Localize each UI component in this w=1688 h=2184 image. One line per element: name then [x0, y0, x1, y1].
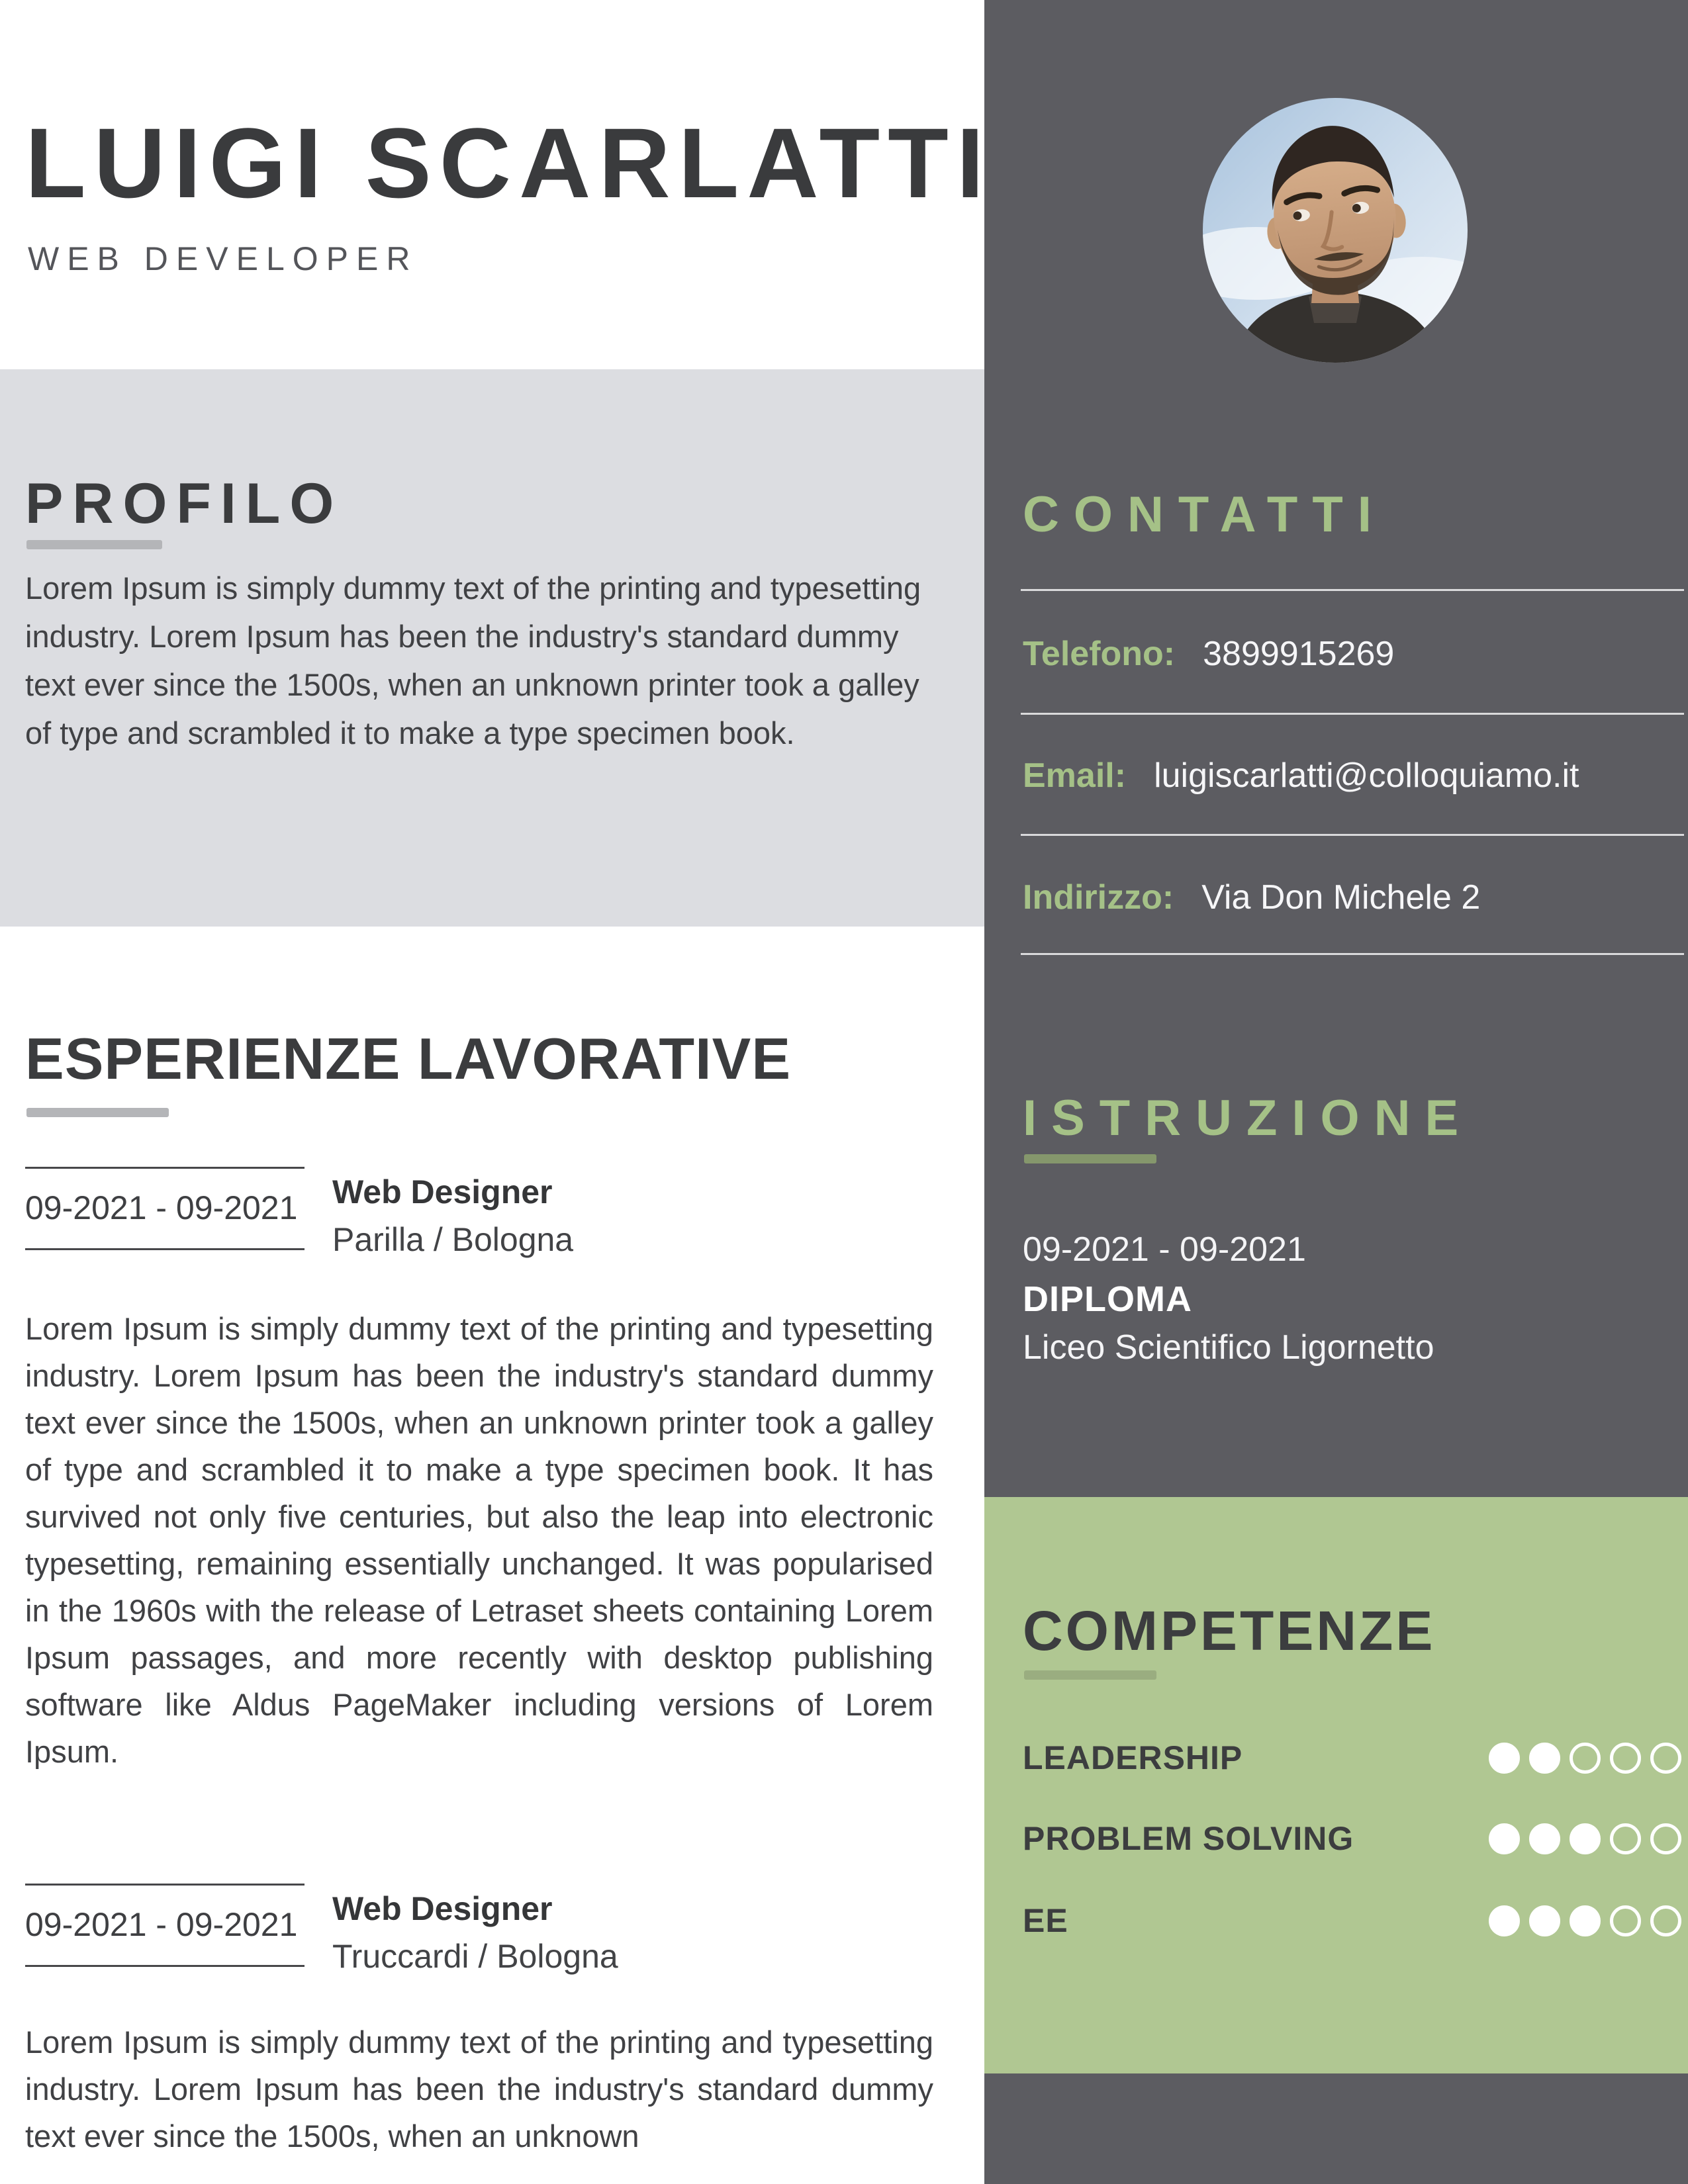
skill-label: PROBLEM SOLVING	[1023, 1820, 1354, 1857]
education-dates: 09-2021 - 09-2021	[1023, 1230, 1306, 1269]
skill-dot-empty	[1650, 1743, 1681, 1774]
skill-dot-empty	[1650, 1823, 1681, 1854]
skill-dot-filled	[1529, 1743, 1560, 1774]
skill-dot-empty	[1650, 1905, 1681, 1936]
profile-title-underline	[26, 540, 162, 549]
skill-level-dots	[1479, 1823, 1681, 1854]
contact-address-label: Indirizzo:	[1023, 878, 1174, 917]
education-section-title: ISTRUZIONE	[1023, 1090, 1474, 1146]
contact-email-value: luigiscarlatti@colloquiamo.it	[1154, 756, 1579, 795]
person-name: LUIGI SCARLATTI	[25, 107, 992, 218]
contact-phone-row	[1023, 634, 1394, 674]
skill-dot-filled	[1570, 1905, 1601, 1936]
education-degree: DIPLOMA	[1023, 1279, 1192, 1319]
profile-summary-text: Lorem Ipsum is simply dummy text of the printing and typesetting industry. Lorem Ipsum has been the industry's standard dummy text ever since the 1500s, when an unknown printer took a galley of type and scrambled it to make a type specimen book.	[25, 570, 921, 751]
job-role: Web Designer	[332, 1890, 553, 1927]
job-company: Truccardi / Bologna	[332, 1938, 618, 1975]
skills-section-title: COMPETENZE	[1023, 1600, 1436, 1662]
skill-dot-filled	[1489, 1823, 1520, 1854]
profile-section-title: PROFILO	[25, 472, 344, 535]
person-role: WEB DEVELOPER	[28, 240, 418, 277]
contact-address-row	[1023, 878, 1480, 917]
contacts-divider	[1021, 589, 1684, 591]
skill-level-dots	[1479, 1905, 1681, 1936]
skills-panel	[984, 1497, 1688, 2073]
skill-dot-empty	[1610, 1905, 1641, 1936]
skill-dot-filled	[1489, 1743, 1520, 1774]
skill-dot-empty	[1610, 1743, 1641, 1774]
skill-dot-filled	[1570, 1823, 1601, 1854]
skill-row	[1023, 1821, 1681, 1856]
skill-row	[1023, 1903, 1681, 1938]
education-school: Liceo Scientifico Ligornetto	[1023, 1328, 1434, 1367]
job-description: Lorem Ipsum is simply dummy text of the printing and typesetting industry. Lorem Ipsum has been the industry's standard dummy text ever since the 1500s, when an unknown printer took a galley of type and scrambled it to make a type specimen book. It has survived not only five centuries, but also the leap into electronic typesetting, remaining essentially unchanged. It was popularised in the 1960s with the release of Letraset sheets containing Lorem Ipsum passages, and more recently with desktop publishing software like Aldus PageMaker including versions of Lorem Ipsum.	[25, 1311, 933, 1769]
skills-title-underline	[1024, 1670, 1156, 1680]
contact-email-label: Email:	[1023, 756, 1127, 795]
experience-title-underline	[26, 1108, 169, 1117]
skill-label: LEADERSHIP	[1023, 1739, 1243, 1776]
contact-email-row	[1023, 756, 1579, 796]
contacts-section-title: CONTATTI	[1023, 486, 1386, 543]
skill-dot-filled	[1529, 1905, 1560, 1936]
experience-section-title: ESPERIENZE LAVORATIVE	[25, 1026, 792, 1091]
skill-dot-empty	[1610, 1823, 1641, 1854]
skill-dot-empty	[1570, 1743, 1601, 1774]
education-title-underline	[1024, 1154, 1156, 1163]
contact-phone-label: Telefono:	[1023, 635, 1176, 673]
contact-address-value: Via Don Michele 2	[1201, 878, 1481, 917]
job-role: Web Designer	[332, 1173, 553, 1210]
skill-dot-filled	[1489, 1905, 1520, 1936]
job-description: Lorem Ipsum is simply dummy text of the printing and typesetting industry. Lorem Ipsum has been the industry's standard dummy text ever since the 1500s, when an unknown	[25, 2025, 933, 2154]
contacts-divider	[1021, 713, 1684, 715]
portrait-photo	[1203, 98, 1468, 363]
job-dates: 09-2021 - 09-2021	[25, 1884, 305, 1967]
job-dates: 09-2021 - 09-2021	[25, 1167, 305, 1250]
skill-dot-filled	[1529, 1823, 1560, 1854]
contact-phone-value: 3899915269	[1203, 635, 1395, 673]
skill-level-dots	[1479, 1743, 1681, 1774]
contacts-divider	[1021, 834, 1684, 836]
skill-row	[1023, 1741, 1681, 1775]
portrait-photo-illustration	[1203, 98, 1468, 363]
job-company: Parilla / Bologna	[332, 1221, 574, 1258]
contacts-divider	[1021, 953, 1684, 955]
skill-label: EE	[1023, 1902, 1068, 1939]
